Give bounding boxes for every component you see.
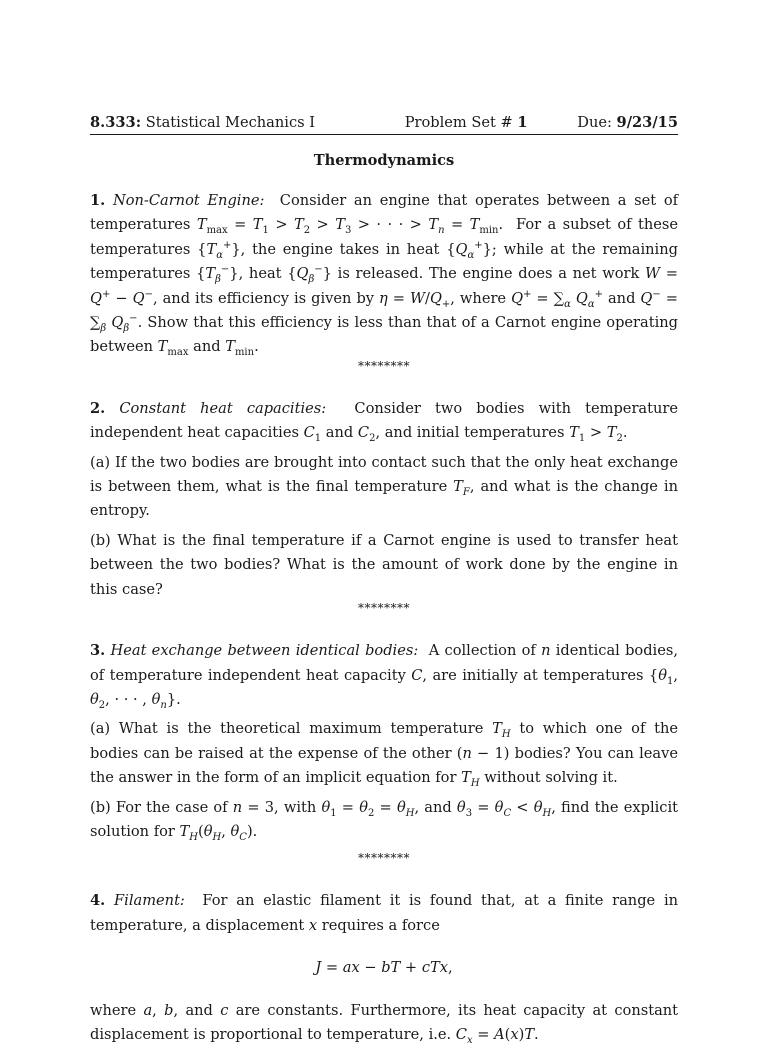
problem-title: Non-Carnot Engine: [112,192,265,209]
problem-text: where [90,1001,137,1019]
problem-number: 3. [90,642,106,660]
problem-text: , and what is the change in entropy. [90,478,678,520]
course-label [90,112,315,134]
problem-text: to which one of the bodies can be raised at the expense of the other [90,720,679,762]
problem-3 [90,639,678,844]
problem-number: 1. [90,192,106,209]
separator: ******** [358,358,410,373]
problem-text: . Show that this efficiency is less than that of a Carnot engine operating between [90,314,679,356]
problem-text: Consider two bodies with temperature independent heat capacities [90,399,678,442]
problem-text: and [193,338,221,356]
problem-text: , where [450,289,507,307]
problem-3-part-a: (a) What is the theoretical maximum temperature $T_H$ to which one of the bodies can be raised at the expense of the other (n − 1) bodies? You can leave the answer in the form of an implicit equation for $T_H$ without solving it. [90,720,679,790]
problem-text: , and initial temperatures [375,424,565,442]
pset-label-text: Problem Set # [404,114,513,131]
problem-2-text: 2. Constant heat capacities: Consider two bodies with temperature independent heat capacities $C_1$ and $C_2$, and initial temperatures $T_1 > T_2$. [90,399,678,445]
document-page [90,112,678,1047]
problem-4 [90,889,678,1047]
problem-4-continuation: where a, b, and c are constants. Furthermore, its heat capacity at constant displacement is proportional to temperature, i.e. $C_x = A(x)T$. [90,1001,679,1046]
course-name: Statistical Mechanics I [145,114,316,131]
problem-3-part-b: (b) For the case of n = 3, with $\theta_1 = \theta_2 = \theta_H$, and $\theta_3 = \theta_C < \theta_H$, find the explicit solution for $T_H(\theta_H$, $\theta_C$). [90,798,678,843]
problem-text: , are initially at temperatures [422,666,644,684]
problem-text: is released. The engine does a net work [337,265,640,283]
problem-text: without solving it. [484,769,618,787]
problem-text: For an elastic filament it is found that, at a finite range in temperature, a displacement [90,892,679,934]
problem-text: requires a force [321,916,440,934]
pset-number: 1 [517,114,528,131]
separator: ******** [358,851,410,866]
problem-title: Filament: [114,892,185,910]
problem-text: , and [414,798,452,816]
problem-text: (b) For the case of [90,798,228,816]
problem-text: and [325,424,354,442]
problem-text: are constants. Furthermore, its heat capacity at constant displacement is proportional to temperature, i.e. [90,1001,679,1043]
problem-2-part-b: (b) What is the final temperature if a Carnot engine is used to transfer heat between the two bodies? What is the amount of work done by the engine in this case? [90,531,678,598]
problem-text: (a) If the two bodies are brought into contact such that the only heat exchange is between them, what is the final temperature [90,453,678,496]
problem-number: 2. [90,399,106,417]
problem-text: , with [274,798,317,816]
problem-title: Heat exchange between identical bodies: [110,642,419,660]
problem-text: For a subset of these temperatures [90,216,678,258]
due-date: 9/23/15 [616,114,678,131]
problem-3-text: 3. Heat exchange between identical bodies: A collection of n identical bodies, of temperature independent heat capacity C, are initially at temperatures {$\theta_1$, $\theta_2$, · · · , $\theta_n$}. [90,642,678,711]
problem-text: (a) What is the theoretical maximum temperature [90,720,484,738]
problem-number: 4. [90,892,106,910]
problem-4-text: 4. Filament: For an elastic filament it is found that, at a finite range in temperature, a displacement x requires a force [90,892,679,934]
problem-set-label [405,112,528,134]
problem-text: , and [173,1001,213,1019]
problem-text: , find the explicit solution for [90,798,678,840]
problem-1-text: 1. Non-Carnot Engine: Consider an engine that operates between a set of temperatures $T_{max} = T_1 > T_2 > T_3$ > · · · > $T_n = T_{min}$. For a subset of these temperatures $\{T_\alpha^+\}$, the engine takes in heat $\{Q_\alpha^+\}$; while at the remaining temperatures $\{T_\beta^-\}$, heat $\{Q_\beta^-\}$ is released. The engine does a net work W = Q+ − Q−, and its efficiency is given by $\eta = W/Q_+$, where $Q^+ = \sum_\alpha$ $Q_\alpha^+$ and $Q^- = \sum_\beta$ $Q_\beta^-$. Show that this efficiency is less than that of a Carnot engine operating between $T_{max}$ and $T_{min}$. [90,192,679,359]
force-equation: J = ax − bT + cTx, [315,959,453,977]
problem-text: Consider an engine that operates between a set of temperatures [90,192,679,234]
due-label [577,112,678,134]
problem-text: bodies? You can leave the answer in the form of an implicit equation for [90,744,678,787]
problem-2 [90,397,678,602]
course-number: 8.333: [90,114,142,131]
problem-1 [90,189,678,360]
document-header [90,112,678,135]
problem-text: and [607,289,636,307]
problem-text: , and its efficiency is given by [152,289,375,307]
due-label-text: Due: [577,114,612,131]
problem-text: A collection of [428,642,536,660]
separator: ******** [358,601,410,616]
problem-text: the engine takes in heat [252,240,440,258]
problem-text: ; while at the remaining temperatures [90,240,678,283]
problem-title: Constant heat capacities: [119,399,327,417]
problem-text: , heat [238,265,282,283]
problem-2-part-a: (a) If the two bodies are brought into contact such that the only heat exchange is between them, what is the final temperature $T_F$, and what is the change in entropy. [90,453,678,520]
problem-text: identical bodies, of temperature independent heat capacity [90,642,678,684]
page-title: Thermodynamics [313,152,455,169]
